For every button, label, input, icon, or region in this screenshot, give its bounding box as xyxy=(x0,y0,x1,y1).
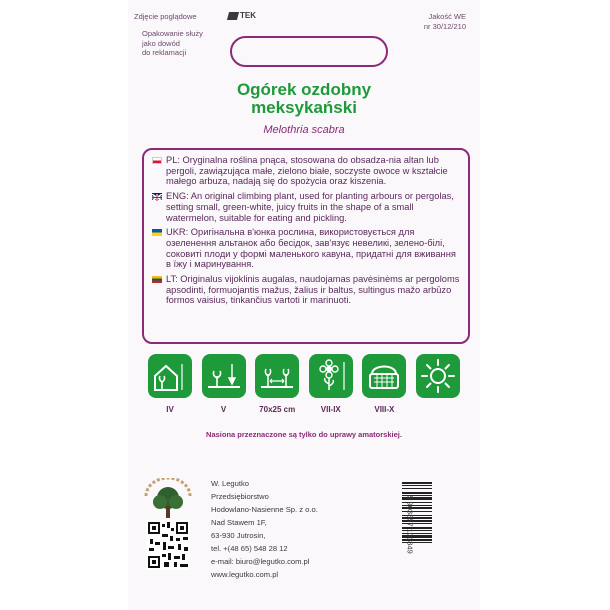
harvest-label: VIII-X xyxy=(374,405,395,414)
sun-label xyxy=(416,405,460,414)
company-email: e-mail: biuro@legutko.com.pl xyxy=(211,557,310,566)
company-address xyxy=(211,477,318,581)
logo-mark-icon xyxy=(227,12,239,20)
planting-out-icon xyxy=(202,354,246,398)
planting-label: V xyxy=(220,405,227,414)
quality-line-2: nr 30/12/210 xyxy=(423,21,466,31)
description-en xyxy=(152,191,461,223)
company-line-1: W. Legutko xyxy=(211,479,249,488)
uk-flag-icon xyxy=(152,193,162,200)
qr-code xyxy=(146,520,190,570)
product-title xyxy=(128,81,480,117)
description-lt-text: LT: Originalus vijoklinis augalas, naudojamas pavėsinėms ar pergoloms apsodinti, formuojantis mažus, žalius ir baltus, sultingus mažo arbūzo formos vaisius, tinkančius vartoti ir marinuoti. xyxy=(166,274,460,306)
spacing-icon xyxy=(255,354,299,398)
company-website: www.legutko.com.pl xyxy=(211,570,279,579)
sun-icon xyxy=(416,354,460,398)
ukraine-flag-icon xyxy=(152,229,162,236)
tek-logo xyxy=(228,11,256,20)
description-pl-text: PL: Oryginalna roślina pnąca, stosowana do obsadza-nia altan lub pergoli, zawiązująca małe, zielono białe, soczyste owoce w kształcie małego arbuza, nadają się do spożycia oraz kiszenia. xyxy=(166,155,448,187)
warranty-line-1: Opakowanie służy xyxy=(142,29,203,38)
description-pl xyxy=(152,155,461,187)
product-name-line-2: meksykański xyxy=(251,98,357,117)
warranty-note xyxy=(142,29,203,58)
description-ua-text: UKR: Оригінальна в'юнка рослина, використовується для озеленення альтанок або бесідок, зав'язує невеликі, зелено-білі, соковиті плоди у формі маленького кавуна, придатні для вживання в їжу і маринування. xyxy=(166,227,456,270)
spacing-label: 70x25 cm xyxy=(259,405,296,414)
company-line-2: Przedsiębiorstwo xyxy=(211,492,269,501)
packet-window xyxy=(230,36,388,67)
product-name-line-1: Ogórek ozdobny xyxy=(236,80,372,99)
company-line-4: Nad Stawem 1F, xyxy=(211,518,267,527)
greenhouse-sowing-icon xyxy=(148,354,192,398)
cultivation-labels xyxy=(148,405,460,414)
sowing-label: IV xyxy=(166,405,174,414)
company-phone: tel. +(48 65) 548 28 12 xyxy=(211,544,288,553)
amateur-use-notice: Nasiona przeznaczone są tylko do uprawy amatorskiej. xyxy=(206,430,402,439)
flowering-icon xyxy=(309,354,353,398)
barcode-number: 5 903857 101849 xyxy=(405,495,415,554)
latin-name: Melothria scabra xyxy=(263,124,345,136)
warranty-line-3: do reklamacji xyxy=(142,48,187,57)
description-lt xyxy=(152,274,461,306)
flowering-label: VII-IX xyxy=(320,405,341,414)
harvest-basket-icon xyxy=(362,354,406,398)
company-line-3: Hodowlano-Nasienne Sp. z o.o. xyxy=(211,505,318,514)
description-en-text: ENG: An original climbing plant, used for planting arbours or pergolas, setting small, green-white, juicy fruits in the shape of a small watermelon, suitable for eating and pickling. xyxy=(166,191,454,223)
photo-note: Zdjęcie poglądowe xyxy=(134,12,197,21)
lithuania-flag-icon xyxy=(152,276,162,283)
description-ua xyxy=(152,227,461,270)
warranty-line-2: jako dowód xyxy=(142,38,180,48)
quality-note xyxy=(424,12,466,31)
poland-flag-icon xyxy=(152,157,162,164)
description-box xyxy=(142,148,470,344)
company-line-5: 63-930 Jutrosin, xyxy=(211,531,266,540)
logo-text: TEK xyxy=(240,11,256,20)
cultivation-icons xyxy=(148,354,460,398)
quality-line-1: Jakość WE xyxy=(428,12,466,21)
